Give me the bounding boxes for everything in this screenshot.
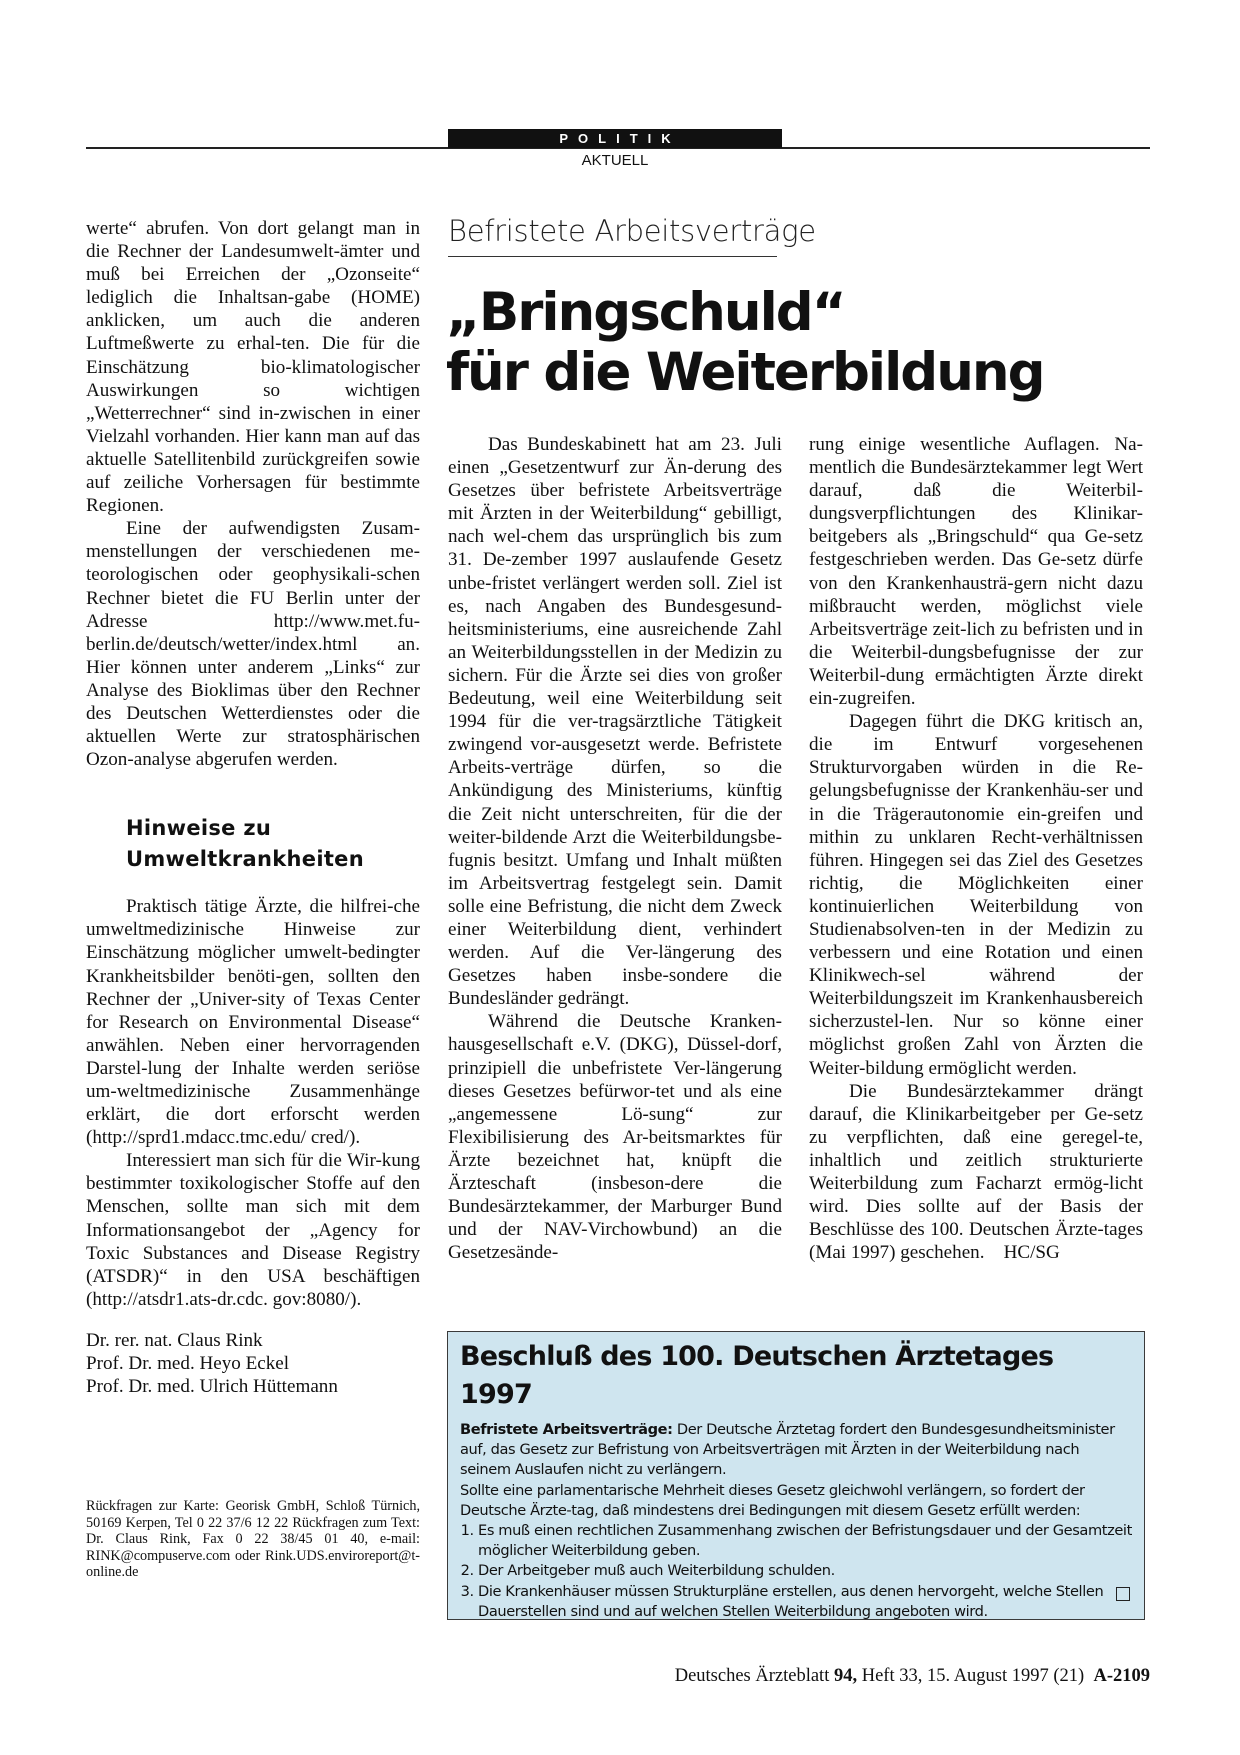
subheading-line-1: Hinweise zu [126,816,272,841]
box-title: Beschluß des 100. Deutschen Ärztetages 1997 [460,1341,1054,1410]
kicker-rule [448,256,777,257]
headline-line-2: für die Weiterbildung [446,342,1044,403]
middle-paragraph-1: Das Bundeskabinett hat am 23. Juli einen „Gesetzentwurf zur Än-derung des Gesetzes über befristete Arbeitsverträge mit Ärzten in der Weiterbildung“ gebilligt, nach wel-chem das ursprünglich bis zum 31. De-zember 1997 auslaufende Gesetz unbe-fristet verlängert werden soll. Ziel ist es, nach Angaben des Bundesgesund-heitsministeriums, eine ausreichende Zahl an Weiterbildungsstellen in der Medizin zu sichern. Für die Ärzte sei dies von großer Bedeutung, weil eine Weiterbildung seit 1994 für die ver-tragsärztliche Tätigkeit zwingend vor-ausgesetzt werde. Befristete Arbeits-verträge dürfen, so die Ankündigung des Ministeriums, künftig die Zeit nicht unterschreiten, für die der weiter-bildende Arzt die Weiterbildungsbe-fugnis besitzt. Umfang und Inhalt müßten im Arbeitsvertrag festgelegt sein. Damit solle eine Befristung, die nicht dem Zweck einer Weiterbildung dient, verhindert werden. Auf die Ver-längerung des Gesetzes haben insbe-sondere die Bundesländer gedrängt. [448,434,782,1010]
box-condition-1: 1. Es muß einen rechtlichen Zusammenhang zwischen der Befristungsdauer und der Gesamtzeit möglicher Weiterbildung geben. [478,1521,1132,1561]
subheading [126,813,420,875]
box-lead-label: Befristete Arbeitsverträge: [460,1421,673,1438]
article-headline [446,283,1166,403]
end-mark-icon [1116,1587,1130,1601]
right-paragraph-2: Dagegen führt die DKG kritisch an, die im Entwurf vorgesehenen Strukturvorgaben würden in die Re-gelungsbefugnisse der Krankenhäu-ser und in die Trägerautonomie ein-greifen und mithin zu unklaren Recht-verhältnissen führen. Hingegen sei das Ziel des Gesetzes richtig, die Möglichkeiten einer kontinuierlichen Weiterbildung von Studienabsolven-ten in der Medizin zu verbessern und eine Rotation und einen Klinikwech-sel während der Weiterbildungszeit im Krankenhausbereich sicherzustel-len. Nur so könne einer möglichst großen Zahl von Ärzten die Weiter-bildung ermöglicht werden. [809,711,1143,1079]
section-sublabel: AKTUELL [581,152,649,169]
box-lead-text: Der Deutsche Ärztetag fordert den Bundesgesundheitsminister auf, das Gesetz zur Befristung von Arbeitsverträgen mit Ärzten in der Weiterbildung nach seinem Auslaufen nicht zu verlängern. [460,1421,1115,1479]
footer-page-number: A-2109 [1093,1666,1150,1686]
left-paragraph-3: Praktisch tätige Ärzte, die hilfrei-che umweltmedizinische Hinweise zur Einschätzung möglicher umwelt-bedingter Krankheitsbilder benöti-gen, sollten den Rechner der „Univer-sity of Texas Center for Research on Environmental Disease“ anwählen. Neben einer hervorragenden Darstel-lung der Inhalte werden seriöse um-weltmedizinische Zusammenhänge erklärt, die dort erforscht werden (http://sprd1.mdacc.tmc.edu/ cred/). [86,896,420,1149]
right-column [809,433,1143,1264]
author-2: Prof. Dr. med. Heyo Eckel [86,1353,290,1375]
right-paragraph-3-text: Die Bundesärztekammer drängt darauf, die Klinikarbeitgeber per Ge-setz zu verpflichten, daß eine geregel-te, inhaltlich und zeitlich strukturierte Weiterbildung zum Facharzt ermög-licht wird. Dies sollte auf der Basis der Beschlüsse des 100. Deutschen Ärzte-tages (Mai 1997) geschehen. [809,1080,1143,1264]
box-conditions-list [460,1521,1132,1622]
section-label: POLITIK [448,129,782,148]
footer-journal: Deutsches Ärzteblatt [674,1666,830,1686]
left-paragraph-2: Eine der aufwendigsten Zusam-menstellungen der verschiedenen me-teorologischen oder geophysikali-schen Rechner bietet die FU Berlin unter der Adresse http://www.met.fu-berlin.de/deutsch/wetter/index.html an. Hier können unter anderem „Links“ zur Analyse des Bioklimas über den Rechner des Deutschen Wetterdienstes oder die aktuellen Werte zur stratosphärischen Ozon-analyse abgerufen werden. [86,518,420,771]
resolution-box [447,1331,1145,1620]
author-1: Dr. rer. nat. Claus Rink [86,1329,263,1351]
author-3: Prof. Dr. med. Ulrich Hüttemann [86,1376,338,1398]
box-condition-3: 3. Die Krankenhäuser müssen Strukturpläne erstellen, aus denen hervorgeht, welche Stellen Dauerstellen sind und auf welchen Stellen Weiterbildung angeboten wird. [478,1582,1132,1622]
footer-volume: 94, [833,1666,858,1686]
box-condition-2: 2. Der Arbeitgeber muß auch Weiterbildung schulden. [478,1561,1132,1581]
left-paragraph-1: werte“ abrufen. Von dort gelangt man in die Rechner der Landesumwelt-ämter und muß bei Erreichen der „Ozonseite“ lediglich die Inhaltsan-gabe (HOME) anklicken, um auch die anderen Luftmeßwerte zu erhal-ten. Die für die Einschätzung bio-klimatologischer Auswirkungen so wichtigen „Wetterrechner“ sind in-zwischen in einer Vielzahl vorhanden. Hier kann man auf das aktuelle Satellitenbild zurückgreifen sowie auf zeiliche Vorhersagen für bestimmte Regionen. [86,218,420,517]
page-footer [600,1666,1150,1687]
headline-line-1: „Bringschuld“ [446,282,845,343]
middle-column [448,433,782,1264]
article-signature: HC/SG [1003,1242,1060,1264]
footer-issue: Heft 33, 15. August 1997 (21) [861,1666,1085,1686]
contact-text: Rückfragen zur Karte: Georisk GmbH, Schloß Türnich, 50169 Kerpen, Tel 0 22 37/6 12 22 Rückfragen zum Text: Dr. Claus Rink, Fax 0 22 38/45 01 40, e-mail: RINK@compuserve.com oder Rink.UDS.enviroreport@t-online.de [86,1498,420,1580]
contact-note [86,1498,420,1581]
author-list [86,1329,420,1398]
left-paragraph-4: Interessiert man sich für die Wir-kung bestimmter toxikologischer Stoffe auf den Menschen, sollte man sich mit dem Informationsangebot der „Agency for Toxic Substances and Disease Registry (ATSDR)“ in den USA beschäftigen (http://atsdr1.ats-dr.cdc. gov:8080/). [86,1150,420,1310]
right-paragraph-1: rung einige wesentliche Auflagen. Na-mentlich die Bundesärztekammer legt Wert darauf, daß die Weiterbil-dungsverpflichtungen des Klinikar-beitgebers als „Bringschuld“ qua Ge-setz festgeschrieben werden. Das Ge-setz dürfe von den Krankenhausträ-gern nicht dazu mißbraucht werden, möglichst viele Arbeitsverträge zeit-lich zu befristen und in die Weiterbil-dungsbefugnisse der zur Weiterbil-dung ermächtigten Ärzte direkt ein-zugreifen. [809,434,1143,710]
box-paragraph-2: Sollte eine parlamentarische Mehrheit dieses Gesetz gleichwohl verlängern, so fordert der Deutsche Ärzte-tag, daß mindestens drei Bedingungen mit diesem Gesetz erfüllt werden: [460,1481,1085,1519]
box-lead [460,1420,1132,1481]
middle-paragraph-2: Während die Deutsche Kranken-hausgesellschaft e.V. (DKG), Düssel-dorf, prinzipiell die unbefristete Ver-längerung dieses Gesetzes befürwor-tet und als eine „angemessene Lö-sung“ zur Flexibilisierung des Ar-beitsmarktes für Ärzte bezeichnet hat, knüpft die Ärzteschaft (insbeson-dere die Bundesärztekammer, der Marburger Bund und der NAV-Virchowbund) an die Gesetzesände- [448,1011,782,1264]
left-column [86,217,420,1398]
right-paragraph-3 [809,1080,1143,1265]
article-kicker: Befristete Arbeitsverträge [448,214,816,248]
subheading-line-2: Umweltkrankheiten [126,847,364,872]
